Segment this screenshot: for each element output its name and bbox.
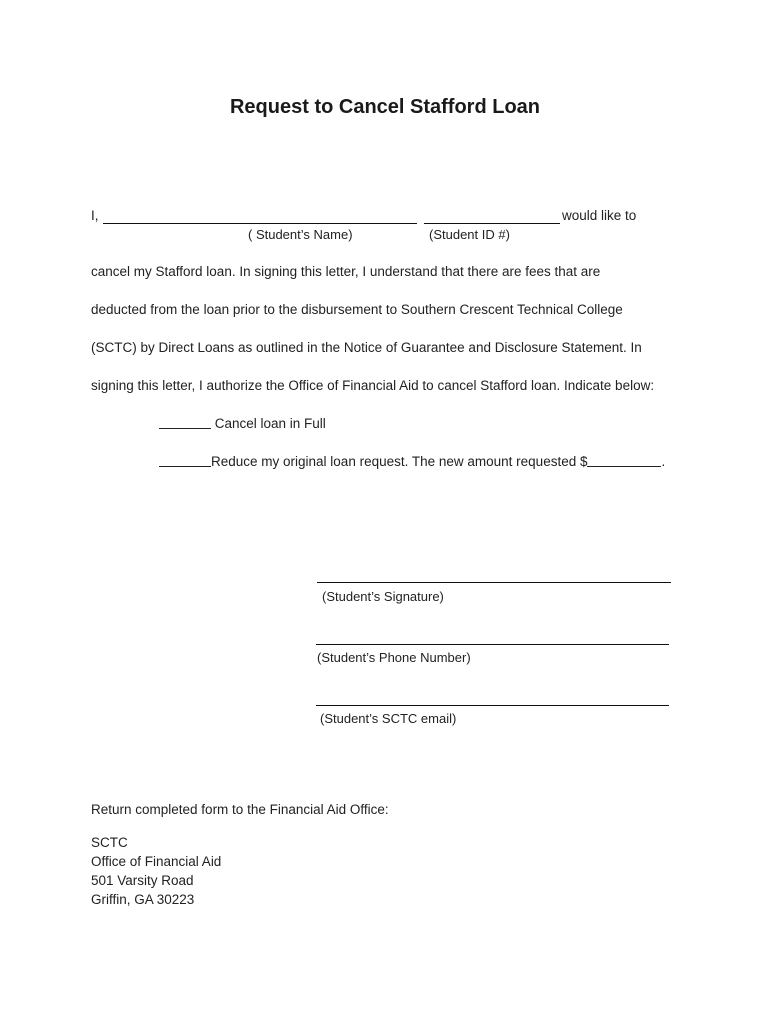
address-line: 501 Varsity Road [91,873,194,888]
student-id-caption: (Student ID #) [429,227,510,242]
address-line: Griffin, GA 30223 [91,892,195,907]
paragraph-line: signing this letter, I authorize the Office of Financial Aid to cancel Stafford loan. Indicate below: [91,378,655,393]
new-amount-blank[interactable] [587,465,661,467]
student-name-line[interactable] [103,223,417,224]
intro-suffix: would like to [562,208,637,223]
reduce-blank[interactable] [159,465,211,467]
phone-line[interactable] [316,644,669,645]
student-name-caption: ( Student’s Name) [248,227,353,242]
option-reduce [159,454,665,469]
phone-caption: (Student’s Phone Number) [317,650,471,665]
cancel-full-blank[interactable] [159,427,211,429]
cancel-full-label: Cancel loan in Full [211,416,326,431]
paragraph-line: cancel my Stafford loan. In signing this letter, I understand that there are fees that are [91,264,601,279]
paragraph-line: (SCTC) by Direct Loans as outlined in the Notice of Guarantee and Disclosure Statement. In [91,340,642,355]
signature-caption: (Student’s Signature) [322,589,444,604]
address-line: SCTC [91,835,128,850]
intro-prefix: I, [91,208,99,223]
email-caption: (Student’s SCTC email) [320,711,457,726]
reduce-suffix: . [661,454,666,469]
option-cancel-full [159,416,326,431]
paragraph-line: deducted from the loan prior to the disbursement to Southern Crescent Technical College [91,302,623,317]
student-id-line[interactable] [424,223,560,224]
page-title: Request to Cancel Stafford Loan [229,96,541,118]
address-block [91,833,221,909]
signature-line[interactable] [317,582,671,583]
email-line[interactable] [316,705,669,706]
reduce-label: Reduce my original loan request. The new amount requested $ [211,454,588,469]
return-note: Return completed form to the Financial Aid Office: [91,802,389,817]
address-line: Office of Financial Aid [91,854,222,869]
